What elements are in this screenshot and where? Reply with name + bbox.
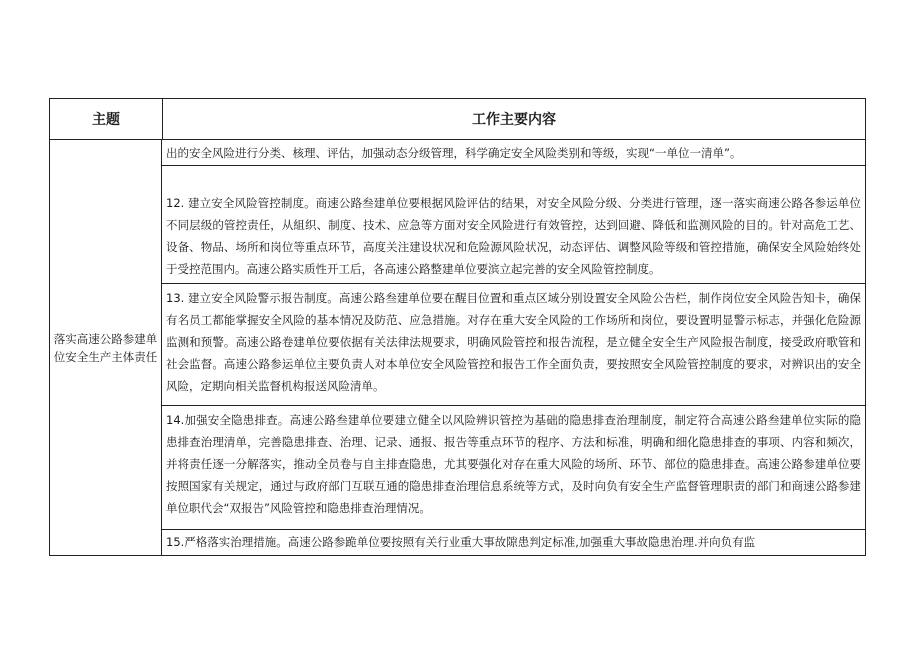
work-content-table	[49, 98, 866, 556]
content-paragraph-12: 12. 建立安全风险管控制度。商速公路叁建单位要根据风险评估的结果，对安全风险分级、分类进行管理，逐一落实商速公路各参运单位不同层级的管控责任，从組织、制度、技术、应急等方面对安全风险进行有效管控，达到回避、降低和监测风险的目的。针对高危工艺、设备、物品、场所和岗位等重点环节，高度关注建设状况和危险源风险状况，动态评估、调整风险等级和管控措施，确保安全风险始终处于受控范围内。高速公路实质性开工后，各高速公路整建单位要滨立起完善的安全风险管控制度。	[162, 166, 865, 284]
topic-cell	[50, 140, 162, 555]
header-content: 工作主要内容	[472, 112, 556, 128]
content-column	[162, 140, 865, 555]
content-paragraph-13: 13. 建立安全风险警示报告制度。高速公路叁建单位要在醒目位置和重点区域分别设置安全风险公告栏，制作岗位安全风险告知卡，确保有名员工都能掌握安全风险的基本情况及防范、应急措施。对存在重大安全风险的工作场所和岗位，要设置明显警示标志，并强化危险源监测和预警。高速公路卷建单位要依据有关法律法规要求，明确风险管控和报告流程，是立健全安全生产风险报告制度，接受政府歌管和社会监督。高速公路参运单位主要负责人对本单位安全风险管控和报告工作全面负责，要按照安全风险管控制度的要求，对辨识出的安全风险，定期向相关监督机构报送风险清单。	[162, 284, 865, 406]
content-paragraph-continuation: 出的安全风险进行分类、核理、评估，加强动态分级管理，科学确定安全风险类别和等级，实现“一单位一清单”。	[162, 140, 865, 166]
header-topic: 主题	[50, 99, 163, 139]
topic-text: 落实高速公路参建单位安全生产主体责任	[53, 331, 158, 364]
content-paragraph-14: 14.加强安全隐患排查。高速公路叁建单位要建立健全以风险辨识管控为基础的隐患排查治理制度，制定符合高速公路叁建单位实际的隐患排查治理清单，完善隐患排查、治理、记录、通报、报告等重点环节的程序、方法和标准，明确和细化隐患排查的事项、内容和频次，并将责任逐一分解落实，推动全员卷与自主排查隐患，尤其要强化对存在重大风险的场所、环节、部位的隐患排查。高速公路参建单位要按照国家有关规定，通过与政府部门互联互通的隐患排查治理信息系统等方式，及时向负有安全生产监督管理职责的部门和商速公路参建单位职代会“双报告”风险管控和隐患排查治理情况。	[162, 406, 865, 530]
content-paragraph-15: 15.严格落实治理措施。高速公路参跪单位要按照有关行业重大事故隙患判定标准,加强重大事故隐患治理.并向负有监	[166, 535, 756, 549]
table-header-row	[50, 99, 865, 140]
table-body-row	[50, 140, 865, 555]
